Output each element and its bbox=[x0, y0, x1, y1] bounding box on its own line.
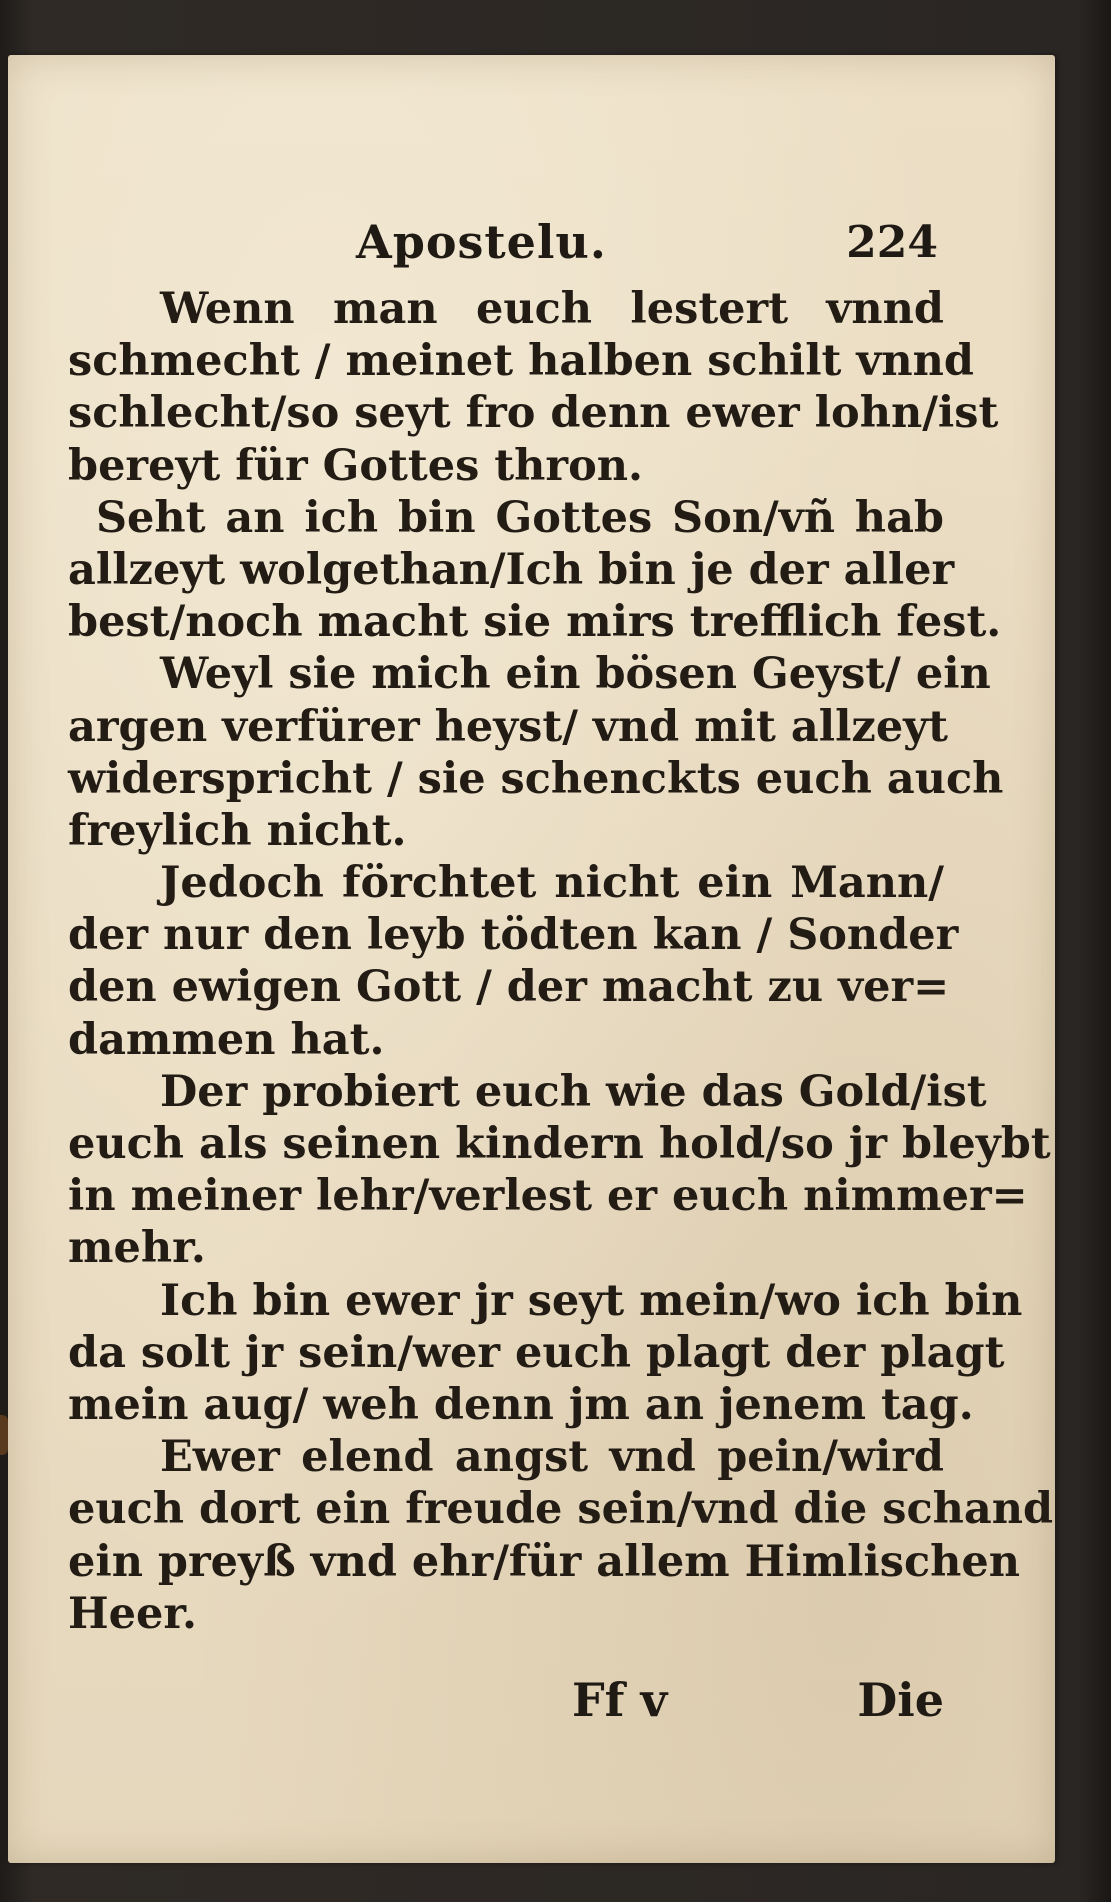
text-line: euch als seinen kindern hold/so jr bleybt bbox=[68, 1119, 1051, 1169]
text-line: euch dort ein freude sein/vnd die schand bbox=[68, 1484, 1054, 1535]
text-line: Heer. bbox=[68, 1588, 198, 1639]
text-line: allzeyt wolgethan/Ich bin je der aller bbox=[68, 544, 955, 595]
text-line: schlecht/so seyt fro denn ewer lohn/ist bbox=[68, 388, 999, 439]
text-line: den ewigen Gott / der macht zu ver= bbox=[68, 962, 950, 1013]
text-line: in meiner lehr/verlest er euch nimmer= bbox=[68, 1171, 1028, 1222]
text-line: Weyl sie mich ein bösen Geyst/ ein bbox=[160, 649, 991, 700]
text-line: widerspricht / sie schenckts euch auch bbox=[68, 753, 1004, 804]
text-line: Seht an ich bin Gottes Son/vñ hab bbox=[96, 492, 944, 543]
text-line: Der probiert euch wie das Gold/ist bbox=[160, 1066, 987, 1117]
book-page bbox=[8, 55, 1055, 1863]
catchline bbox=[68, 1673, 944, 1733]
text-line: best/noch macht sie mirs trefflich fest. bbox=[68, 597, 1002, 648]
running-head bbox=[68, 215, 938, 275]
hymn-text-block bbox=[68, 283, 1054, 1640]
running-head-title: Apostelu. bbox=[356, 215, 607, 269]
text-line: Jedoch förchtet nicht ein Mann/ bbox=[160, 858, 944, 909]
text-line: argen verfürer heyst/ vnd mit allzeyt bbox=[68, 701, 949, 752]
text-line: freylich nicht. bbox=[68, 805, 407, 856]
signature-mark: Ff v bbox=[572, 1673, 668, 1727]
margin-clip-mark bbox=[0, 1415, 8, 1455]
text-line: ein preyß vnd ehr/für allem Himlischen bbox=[68, 1536, 1021, 1587]
catchword: Die bbox=[857, 1673, 944, 1727]
page-number: 224 bbox=[846, 217, 938, 268]
text-line: mein aug/ weh denn jm an jenem tag. bbox=[68, 1379, 974, 1430]
text-line: bereyt für Gottes thron. bbox=[68, 440, 643, 491]
text-line: da solt jr sein/wer euch plagt der plagt bbox=[68, 1327, 1005, 1378]
text-line: der nur den leyb tödten kan / Sonder bbox=[68, 910, 959, 961]
text-line: Ewer elend angst vnd pein/wird bbox=[160, 1432, 944, 1483]
text-line: Wenn man euch lestert vnnd bbox=[160, 284, 944, 334]
text-line: mehr. bbox=[68, 1223, 206, 1274]
text-line: schmecht / meinet halben schilt vnnd bbox=[68, 336, 974, 387]
text-line: dammen hat. bbox=[68, 1014, 385, 1065]
text-line: Ich bin ewer jr seyt mein/wo ich bin bbox=[160, 1275, 1023, 1326]
